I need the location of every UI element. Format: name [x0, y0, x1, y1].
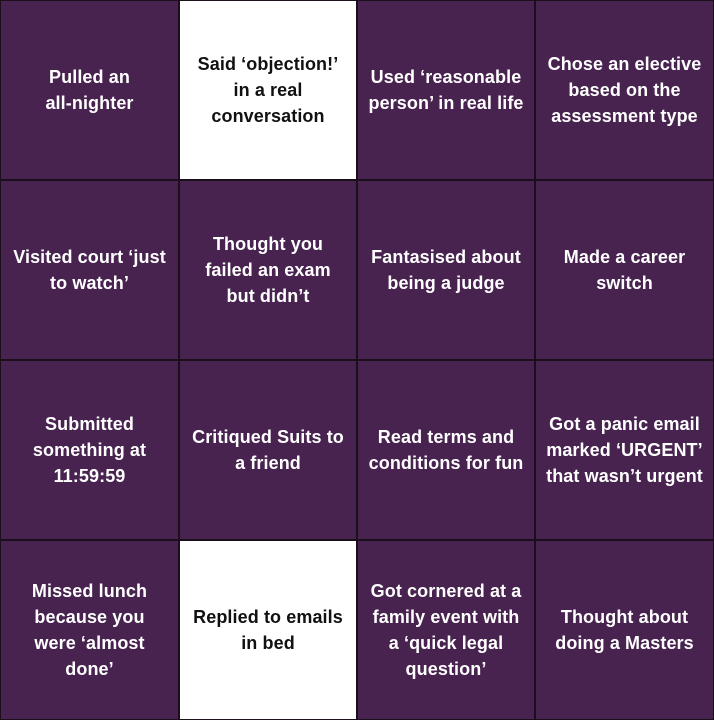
bingo-cell-label: Got cornered at a family event with a ‘quick legal question’	[370, 581, 522, 679]
bingo-cell-label: Said ‘objection!’ in a real conversation	[197, 54, 339, 126]
bingo-cell-career-switch[interactable]	[535, 180, 714, 360]
bingo-cell-label: Read terms and conditions for fun	[368, 427, 524, 473]
bingo-cell-label: Got a panic email marked ‘URGENT’ that wasn’t urgent	[546, 414, 703, 486]
bingo-cell-legal-question[interactable]	[357, 540, 535, 720]
bingo-cell-elective[interactable]	[535, 0, 714, 180]
bingo-cell-all-nighter[interactable]	[0, 0, 179, 180]
bingo-cell-terms[interactable]	[357, 360, 535, 540]
bingo-cell-failed-exam[interactable]	[179, 180, 357, 360]
bingo-cell-label: Pulled an all-nighter	[45, 67, 134, 113]
bingo-cell-submitted-late[interactable]	[0, 360, 179, 540]
bingo-cell-emails-in-bed[interactable]	[179, 540, 357, 720]
bingo-cell-label: Missed lunch because you were ‘almost done’	[31, 581, 148, 679]
bingo-cell-judge[interactable]	[357, 180, 535, 360]
bingo-cell-suits[interactable]	[179, 360, 357, 540]
bingo-cell-objection[interactable]	[179, 0, 357, 180]
bingo-cell-label: Replied to emails in bed	[193, 607, 343, 653]
bingo-cell-label: Chose an elective based on the assessment type	[547, 54, 702, 126]
bingo-cell-visited-court[interactable]	[0, 180, 179, 360]
bingo-cell-label: Used ‘reasonable person’ in real life	[368, 67, 524, 113]
bingo-cell-missed-lunch[interactable]	[0, 540, 179, 720]
bingo-cell-label: Fantasised about being a judge	[371, 247, 521, 293]
bingo-cell-label: Thought you failed an exam but didn’t	[205, 234, 331, 306]
bingo-cell-label: Visited court ‘just to watch’	[13, 247, 166, 293]
bingo-cell-label: Thought about doing a Masters	[555, 607, 694, 653]
bingo-cell-urgent-email[interactable]	[535, 360, 714, 540]
bingo-cell-label: Made a career switch	[563, 247, 686, 293]
bingo-cell-reasonable-person[interactable]	[357, 0, 535, 180]
bingo-cell-masters[interactable]	[535, 540, 714, 720]
bingo-cell-label: Critiqued Suits to a friend	[192, 427, 344, 473]
bingo-cell-label: Submitted something at 11:59:59	[32, 414, 147, 486]
